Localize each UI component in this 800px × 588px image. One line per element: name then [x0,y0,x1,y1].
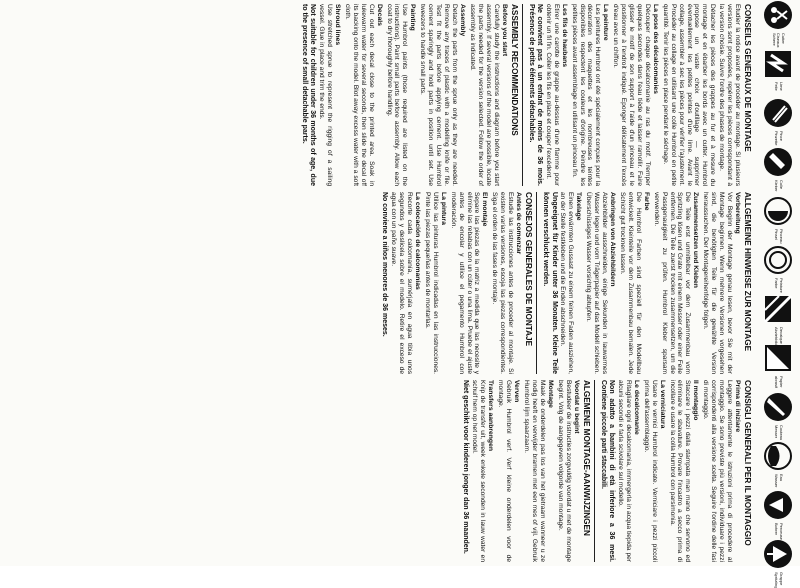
tool-icon-group [763,490,793,539]
icon-label: Colle Kleber [774,180,784,192]
paragraph: Knip de transfer uit, week enkele seconden in lauw water en schuif hem op het model. [471,380,487,562]
paragraph: Maak de onderdelen pas los van het gietraam wanneer u ze nodig heeft en verwijder bramen met een mes of vijl. Gebruik Humbrol lijm spaarzaam. [523,380,546,562]
paragraph: Die Teile erst unmittelbar vor dem Zusammenbau vom Spritzling lösen und Grate mit einem Messer oder einer Feile entfernen. Die Teile zuerst trocken zusammensetzen, um die Passgenauigkeit zu prüfen. Humbrol Kleber sparsam verwenden. [652,192,692,374]
subheading: Farbe [642,192,650,211]
paragraph: Die Humbrol Farben sind speziell für den Modellbau entwickelt. Kleinteile vor dem Zusammenbau bemalen. Jede Schicht gut trocknen lassen. [619,192,642,374]
column-de-es [4,192,752,374]
column-fr-en [4,4,752,186]
subheading: La peinture [602,4,610,41]
paragraph: Utilice las pinturas Humbrol indicadas en las instrucciones. Pinte las piezas pequeñas antes de montarlas. [423,192,439,374]
paragraph: Leggere attentamente le istruzioni prima di procedere al montaggio. Se sono previste più versioni, individuare i pezzi corrispondenti alla versione scelta. Seguire l'ordine delle fasi di montaggio. [702,380,733,562]
icon-label: Decalque Abziehbild [774,327,784,346]
section-title: ALGEMENE MONTAGE-AANWIJZINGEN [581,380,591,536]
brush-icon [763,196,793,226]
subheading: Painting [409,4,417,31]
subheading: Takelage [575,192,583,221]
tool-icon-group [763,343,793,392]
subheading: La verniciatura [658,380,666,429]
section-title: ALLGEMEINE HINWEISE ZUR MONTAGE [743,192,752,352]
paragraph: Cut out each decal close to the printed area. Soak in lukewarm water for several seconds, then slide the decal off its backing onto the model. Blot away excess water with a soft cloth. [343,4,375,186]
icon-label: Grappe Spritzling [774,572,784,588]
sprue-icon [763,539,793,569]
subheading: Verven [513,380,521,403]
paragraph: Gebruik Humbrol verf. Verf kleine onderdelen voor de montage. [497,380,513,562]
section-title: CONSIGLI GENERALI PER IL MONTAGGIO [743,380,752,546]
subheading: Les fils de haubans [560,4,568,68]
paragraph: Einen erwärmten Gussast zu einem feinen Faden ausziehen, an der Stelle festkleben und die Enden abschneiden. [559,192,575,374]
subheading: Voordat u begint [572,380,580,434]
icon-label: Cutter Ciseaux Schere [771,33,786,48]
paragraph: Use stretched sprue to represent the rigging of a sailing vessel. Glue in place and trim the ends. [318,4,334,186]
icon-label: Papier abrasif [774,376,784,389]
tool-icon-group [763,539,793,588]
divider [522,4,523,186]
subheading: Before you start [500,4,508,57]
subheading: Decals [375,4,383,26]
subheading: La pose des décalcomanies [651,4,659,94]
tool-icon-group [763,245,793,294]
paragraph: Separe las piezas de la matriz a medida que las necesite y elimine las rebabas con un cúter o una lima. Pruebe el ajuste antes de encolar y utilice el pegamento Humbrol con moderación. [449,192,481,374]
safety-warning: No conviene a niños menores de 36 meses. [381,192,389,337]
paragraph: Vor Beginn der Montage genau lesen, bevor Sie mit der Montage beginnen. Wenn mehrere Versionen vorgesehen sind, die benötigten Teile für die gewählte Version heraussuchen. Der Montagereihenfolge folgen. [702,192,733,374]
icon-label: Pince Pinzette [774,131,784,146]
drill-icon [763,490,793,520]
glue-icon [763,147,793,177]
knife-icon [763,392,793,422]
subheading: Shroud lines [334,4,342,46]
subheading: Vorbereitung [734,192,741,234]
section-title: CONSEJOS GENERALES DE MONTAJE [524,192,534,347]
paragraph: Estudie las instrucciones antes de proceder al montaje. Si existen varias versiones, escoja las piezas correspondientes. Siga el orden de las fases de montaje. [491,192,515,374]
paragraph: Usare le vernici Humbrol indicate. Verniciare i pezzi piccoli prima dell'assemblaggio. [642,380,658,562]
decal-icon [763,294,793,324]
sanding-icon [763,343,793,373]
scissors-icon [763,0,793,30]
section-title: CONSEILS GENERAUX DE MONTAGE [743,4,752,152]
tool-icon-group [763,147,793,196]
icon-label: Eau Wasser [774,474,784,488]
icon-label: Perceuse Bohrer [774,523,784,540]
safety-warning: Niet geschikt voor kinderen jonger dan 36 maanden. [462,380,470,554]
safety-warning: Not suitable for children under 36 months of age, due to the presence of small detachable parts. [301,4,317,186]
section-title: ASSEMBLY RECOMMENDATIONS [509,4,519,136]
paragraph: Carefully study the instructions and diagram before you start assembly. If several versions of the model are possible, locate the parts needed for the version selected. Follow the order of assembly as indicated. [468,4,500,186]
tool-icon-group [763,392,793,441]
icon-label: Peinture Farbe [774,278,784,293]
tool-icon-group [763,294,793,346]
paragraph: Ritagliare ogni decalcomania, immergerla in acqua tiepida per alcuni secondi e farla scivolare sul modello. [616,380,632,562]
tool-icon-group [763,196,793,245]
tool-icon-group [763,49,793,98]
divider [594,380,595,562]
safety-warning: Non adatto a bambini di età inferiore a 36 mesi. Contiene piccole parti staccabili. [599,380,616,562]
paragraph: Staccare i pezzi dalla stampata man mano che servono ed eliminare le sbavature. Provare l'incastro a secco prima di incollare e usare la colla Humbrol con parsimonia. [668,380,692,562]
icon-label: Pinceau Pinsel [774,229,784,244]
paragraph: Etudier la notice avant de procéder au montage. Si plusieurs versions sont proposées, repérer les pièces correspondant à la version choisie. Suivre l'ordre des phases de montage. [718,4,741,186]
subheading: Anbringen von Abziehbildern [609,192,617,287]
subheading: Le decalcomanie [632,380,640,435]
paragraph: Découper chaque décalcomanie au ras du motif. Tremper quelques secondes dans l'eau tiède et laisser ramollir. Faire glisser le motif de son support à l'aide d'un pinceau et le positionner à l'endroit indiqué. Eponger délicatement l'excès d'eau avec un chiffon. [612,4,651,186]
subheading: El montaje [481,192,489,227]
column-it-nl [4,380,752,562]
paragraph: Détacher les pièces des grappes au fur et à mesure du montage et en ébarber les bords avec un cutter. Humbrol propose un vaste choix d'outillage — supprimer éventuellement les petites pointes d'une lime. Avant le collage, assembler à sec les pièces pour vérifier l'ajustement. Procéder au collage en utilisant une colle Humbrol en petite quantité. Tenir les pièces en place pendant le séchage. [661,4,717,186]
subheading: La colocación de calcomanías [414,192,422,290]
subheading: La pintura [439,192,447,225]
subheading: Assembly [458,4,466,37]
safety-warning: Ungeeignet für Kinder unter 36 Monaten. Kleine Teile können verschluckt werden. [542,192,558,374]
paragraph: Recorte cada calcomanía, sumérjala en agua tibia unos segundos y deslícela sobre el modelo. Retire el exceso de agua con un paño suave. [390,192,414,374]
subheading: Antes de comenzar [515,192,523,255]
subheading: Montage [546,380,554,408]
subheading: Il montaggio [692,380,700,421]
paragraph: Abziehbilder ausschneiden, einige Sekunden in lauwarmes Wasser legen und vom Trägerpapier auf das Modell schieben. Überschüssiges Wasser vorsichtig abtupfen. [585,192,609,374]
tool-icon-group [763,98,793,147]
paint-icon [763,245,793,275]
paragraph: Bestudeer de instructies zorgvuldig voordat u met de montage begint. Volg de aangegeven volgorde van montage. [556,380,572,562]
divider [536,192,537,374]
file-icon [763,49,793,79]
subheading: Prima di iniziare [734,380,741,433]
paragraph: Use Humbrol paints (those required are listed on the instructions). Paint small parts before assembly. Allow each coat to dry thoroughly before handling. [385,4,409,186]
paragraph: Les peintures Humbrol ont été spécialement conçues pour la décoration des maquettes et les nombreuses teintes disponibles respectent les couleurs d'origine. Peindre les petites pièces avant assemblage en utilisant un pinceau fin. [570,4,602,186]
text-columns [4,4,752,562]
subheading: Transfers aanbrengen [487,380,495,452]
tool-icon-group [763,441,793,490]
safety-warning: Ne convient pas à un enfant de moins de 36 mois. Présence de petits éléments détachables. [527,4,543,186]
tool-icon-group [763,0,793,49]
tool-icon-strip [756,0,800,588]
water-icon [763,441,793,471]
tweezers-icon [763,98,793,128]
paragraph: Detach the parts from the sprue only as they are needed. Remove any traces of plastic with a modelling knife or file. Test fit the parts before applying cement. Use Humbrol cement sparingly and hold parts in position until set. Use tweezers to handle small parts. [419,4,458,186]
icon-label: Couteau Messer [774,425,784,441]
icon-label: Lime Feile [774,82,784,91]
paragraph: Etirer une carotte de grappe au-dessus d'une flamme pour obtenir un fil fin. Coller les fils en place et couper l'excédent. [544,4,560,186]
subheading: Zusammensetzen und Kleben [692,192,700,288]
